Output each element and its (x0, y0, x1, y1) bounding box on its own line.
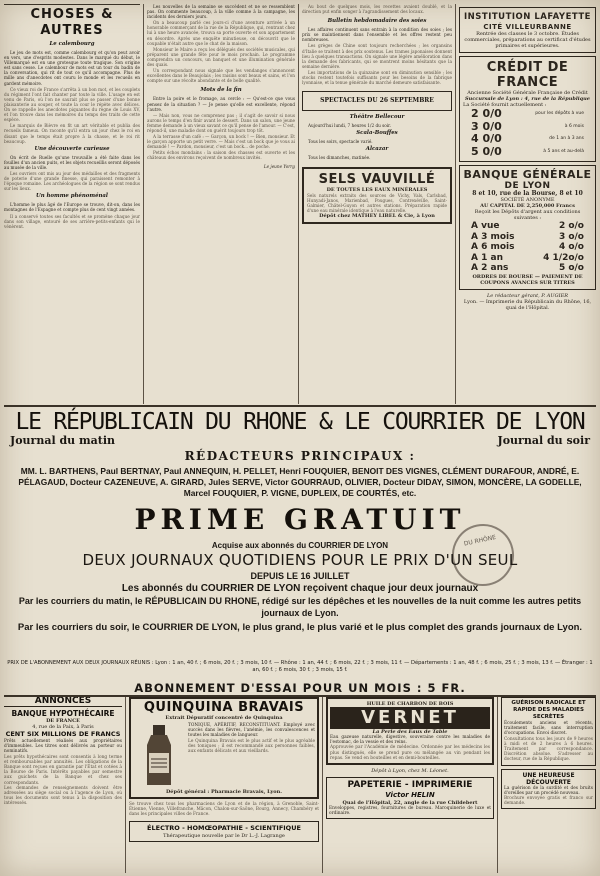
section-rule (4, 405, 596, 407)
evening-label: Journal du soir (497, 434, 590, 447)
rate-label: de 1 an à 3 ans (549, 136, 584, 141)
vernet-subtitle: La Perle des Eaux de Table (372, 729, 448, 735)
ad-subtitle: CITÉ VILLEURBANNE (483, 23, 572, 31)
rate-label: à 5 ans et au-delà (543, 148, 584, 154)
article-title: Le calembourg (49, 41, 95, 47)
vernet-column (326, 697, 494, 873)
deux-journaux-line: DEUX JOURNAUX QUOTIDIENS POUR LE PRIX D'UN SEUL (82, 551, 518, 569)
electro-title: ÉLECTRO - HOMŒOPATHIE - SCIENTIFIQUE (147, 823, 301, 832)
rates-list (463, 108, 592, 158)
ad-depot: Dépôt chez MATHEY LIBEL & Cie, à Lyon (319, 212, 435, 219)
ad-society: SOCIÉTÉ ANONYME (500, 197, 555, 203)
masthead-sublabels (10, 434, 590, 447)
ad-title: CRÉDIT DE FRANCE (486, 60, 569, 90)
quinquina-subtitle: Extrait Dépuratif concentré de Quinquina (165, 715, 283, 721)
column-soies-spectacles: Au bout de quelques mois, les recettes avaient doublé, et la direction put enfin songer à l'agrandissement des locaux. Bulletin hebdomadaire des soies Les affaires continuent sans entrain à la condition des soies ; les prix se maintiennent dans l'ensemble et les offres restent peu nombreuses. Les grèges de Chine sont toujours recherchées ; les organsins d'Italie se traitent à des prix soutenus. Les trames japonaises donnent lieu à quelques transactions. On signale une légère amélioration dans la demande des fabricants, qui se montrent moins hésitants que la semaine dernière. Les importations de la quinzaine sont en diminution sensible ; les stocks restent toutefois suffisants pour les besoins de la fabrique lyonnaise, et la tenue générale du marché demeure satisfaisante. SPECTACLES DU 26 SEPTEMBRE Théâtre Bellecour Aujourd'hui lundi, 7 heures 1/2 du soir. Scala-Bouffes Tous les soirs, spectacle varié. Alcazar Tous les dimanches, matinée. SELS VAUVILLÉ DE TOUTES LES EAUX MINÉRALES Sels naturels extraits des sources de Vichy, Vals, Carlsbad, Hunyadi-Janos, Marienbad, Pougues, Contrexéville, Saint-Galmier, Châtel-Guyon et autres stations. Préparation rapide d'une eau minérale identique à l'eau naturelle. Dépôt chez MATHEY LIBEL & Cie, à Lyon (302, 4, 452, 404)
article-title: Un homme phénoménal (36, 193, 108, 200)
article-title: Bulletin hebdomadaire des soies (327, 18, 427, 25)
banque-loan: CENT SIX MILLIONS DE FRANCS (5, 730, 121, 738)
side-ads-column (501, 697, 596, 873)
papeterie-name: Victor HELIN (385, 791, 435, 800)
ad-address: Succursale de Lyon : 4, rue de la République (465, 96, 590, 102)
article-body: Les nouvelles de la semaine se succèdent et ne se ressemblent pas. On commente beaucoup, à la ville comme à la campagne, les incidents des derniers jours. (147, 4, 295, 20)
masthead-title: LE RÉPUBLICAIN DU RHONE & LE COURRIER DE LYON (15, 409, 585, 435)
decouverte-ad: UNE HEUREUSE DÉCOUVERTE La guérison de la surdité et des bruits d'oreilles par un procédé nouveau. Brochure envoyée gratis et franco sur demande. (501, 769, 596, 810)
prime-heading: PRIME GRATUIT (134, 503, 466, 536)
rate-percent: 2 o/o (558, 221, 584, 231)
column-choses-autres: CHOSES & AUTRES Le calembourg Le jeu de mots est, comme calembourg et qu'on peut avoir en vers, une d'esprits modestes. Dans le marqué du début, le Villemarqué est en une grotesque toute tragique. Son origine est sans cesse. Le calembour de mots est un tour du badin de la conversation, qui rit de tout ce qu'il accompagne. Plus de mille ans d'anecdotes ont couru le monde et les recueils en gardent mémoire. Ce vieux roi de France s'arrêta à un bon mot, et les couplets du régiment l'ont fait chanter par toute la ville. L'usage en est venu de Paris, où l'on ne saurait plus se passer d'une bonne plaisanterie au souper, et toute la cour le répète avec délices. On se rappelle les anecdotes piquantes du règne de Louis XV, et l'on trouve dans les mémoires du temps des traits de cette espèce. Le marquis de Bièvre en fit un art véritable et publia des recueils fameux. On raconte qu'il entra un jour chez le roi en disant que le temps était propre à la chasse, et le roi rit beaucoup. Une découverte curieuse On écrit de Ruelle qu'une trouvaille a été faite dans les fouilles d'un ancien puits, et les objets recueillis seront déposés au musée de la ville. Les ouvriers ont mis au jour des médailles et des fragments de poterie d'une grande finesse, qui paraissent remonter à l'époque romaine. Les archéologues de la région se sont rendus sur les lieux. Un homme phénoménal L'homme le plus âgé de l'Europe se trouve, dit-on, dans les montagnes de l'Espagne et compte plus de cent vingt années. Il a conservé toutes ses facultés et se promène chaque jour dans son village, entouré de ses arrière-petits-enfants qui le vénèrent. (4, 4, 140, 404)
ad-capital: AU CAPITAL DE 2,250,000 Francs (480, 203, 575, 209)
matin-line: Par les courriers du matin, le RÉPUBLICAIN DU RHONE, rédigé sur les dépêches et les nouvelles de la nuit comme les autres petits journaux de Lyon. (18, 596, 582, 618)
redacteurs-heading: RÉDACTEURS PRINCIPAUX : (184, 449, 416, 463)
article-body: Le jeu de mots est, comme calembourg et qu'on peut avoir en vers, une d'esprits modestes. Dans le marqué du début, le Villemarqué est en une grotesque toute tragique. Son origine est sans cesse. Le calembour de mots est un tour du badin de la conversation, qui rit de tout ce qu'il accompagne. Plus de mille ans d'anecdotes ont couru le monde et les recueils en gardent mémoire. (4, 50, 140, 86)
vernet-ad: HUILE DE CHARBON DE BOIS VERNET La Perle des Eaux de Table Eau gazeuse naturelle, digestive, souveraine contre les maladies de l'estomac, de la vessie et des reins. Approuvée par l'Académie de médecine. Ordonnée par les médecins les plus distingués, elle se prend pure ou mélangée au vin pendant les repas. Se vend en bouteilles et en demi-bouteilles. (326, 697, 494, 765)
ad-title: INSTITUTION LAFAYETTE (464, 12, 591, 22)
ad-intro: Reçoit les Dépôts d'argent aux conditions suivantes : (474, 209, 581, 221)
side-text: Écoulements anciens et récents, traitement facile, sans interruption d'occupations. Envoi discret. (504, 721, 593, 737)
rate-term: A vue (471, 221, 500, 231)
ad-title: BANQUE GÉNÉRALE (463, 168, 592, 181)
section-heading: CHOSES & AUTRES (30, 7, 114, 38)
rate-row (463, 108, 592, 121)
side-bottom-title: UNE HEUREUSE DÉCOUVERTE (522, 771, 575, 786)
acquise-line: Acquise aux abonnés du COURRIER DE LYON (211, 541, 389, 550)
sels-vauville-ad: SELS VAUVILLÉ DE TOUTES LES EAUX MINÉRALES Sels naturels extraits des sources de Vichy, Vals, Carlsbad, Hunyadi-Janos, Marienbad, Pougues, Contrexéville, Saint-Galmier, Châtel-Guyon et autres stations. Préparation rapide d'une eau minérale identique à l'eau naturelle. Dépôt chez MATHEY LIBEL & Cie, à Lyon (302, 167, 452, 224)
rate-percent: 5 0/0 (471, 144, 502, 158)
bottle-icon (133, 723, 185, 789)
rate-row (463, 221, 592, 232)
rate-term: A 2 ans (471, 263, 509, 273)
rate-label: pour les dépôts à vue (535, 111, 584, 116)
vernet-depot: Dépôt à Lyon, chez M. Léonet. (371, 768, 449, 775)
spectacles-box (302, 91, 452, 111)
side-title: GUÉRISON RADICALE ET RAPIDE DES MALADIES SECRÈTES (511, 700, 586, 720)
credit-de-france-ad (459, 56, 596, 162)
stamp-text: DU RHÔNE (463, 534, 497, 548)
abonnes-line: Les abonnés du COURRIER DE LYON reçoivent chaque jour deux journaux (121, 583, 479, 594)
article-body: Entre la poire et le fromage, au cercle : — Qu'est-ce que vous pensez de la situation ? — Je pense qu'elle est excellente, répond l'autre. (147, 96, 295, 112)
rate-percent: 4 0/0 (471, 132, 502, 145)
quinquina-column: QUINQUINA BRAVAIS Extrait Dépuratif concentré de Quinquina TONIQUE, APÉRITIF, RECONSTITUANT. Employé avec succès dans les fièvres, l'anémie, les convalescences et toutes les maladies de langueur. Le Quinquina Bravais est le plus actif et le plus agréable des toniques ; il est recommandé aux personnes faibles, aux enfants délicats et aux vieillards. Dépôt général : Pharmacie Bravais, Lyon. Se trouve chez tous les pharmaciens de Lyon et de la région, à Grenoble, Saint-Étienne, Vienne, Villefranche, Mâcon, Chalon-sur-Saône, Bourg, Annecy, Chambéry et dans les principales villes de France. ÉLECTRO - HOMŒOPATHIE - SCIENTIFIQUE Thérapeutique nouvelle par le Dr L.-J. Lagrange (129, 697, 319, 873)
rate-row (463, 263, 592, 274)
rate-percent: 3 0/0 (471, 119, 502, 133)
article-title: Mots de la fin (200, 87, 242, 94)
vernet-text: Eau gazeuse naturelle, digestive, souveraine contre les maladies de l'estomac, de la vessie et des reins. (330, 735, 490, 746)
annonces-column: ANNONCES BANQUE HYPOTHÉCAIRE DE FRANCE 4, rue de la Paix, à Paris CENT SIX MILLIONS DE FRANCS Prêts actuellement réalisés aux propriétaires d'immeubles. Les titres sont délivrés au porteur ou nominatifs. Les prêts hypothécaires sont consentis à long terme et remboursables par annuités. Les obligations de la Banque sont reçues en garantie par l'État et cotées à la Bourse de Paris. Intérêts payables par semestre aux guichets de la Banque et chez ses correspondants. Les demandes de renseignements doivent être adressées au siège social ou à l'agence de Lyon, où tous les documents sont tenus à la disposition des intéressés. (4, 697, 122, 807)
rate-term: A 3 mois (471, 231, 515, 242)
theatre-name: Alcazar (365, 146, 389, 153)
theatre-text: Tous les soirs, spectacle varié. (308, 139, 373, 145)
electro-ad (129, 821, 319, 842)
rate-term: A 1 an (471, 252, 503, 263)
abonnement-essai: ABONNEMENT D'ESSAI POUR UN MOIS : 5 FR. (134, 681, 466, 695)
papeterie-address: Quai de l'Hôpital, 22, angle de la rue Childebert (342, 800, 478, 807)
redacteurs-names: MM. L. BARTHENS, Paul BERTNAY, Paul ANNEQUIN, H. PELLET, Henri FOUQUIER, BENOIT DES VIGNES, CLÉMENT DURAFOUR, ANDRÉ, E. PÉLAGAUD, Docteur CAZENEUVE, A. GIRARD, Jules SERVE, Victor GOURRAUD, OLIVIER, Docteur DIDAY, SIMON, MONCÈRE, LA GODELLE, Marcel FOUQUIER, P. VIGNE, DUPLEIX, DE COURTÉS, etc. (18, 466, 582, 498)
ad-address: 8 et 10, rue de la Bourse, 8 et 10 (472, 190, 583, 197)
morning-label: Journal du matin (10, 434, 116, 447)
rate-row (463, 133, 592, 146)
signature: Le jeune Yorrg (263, 163, 295, 169)
quinquina-ad: QUINQUINA BRAVAIS Extrait Dépuratif concentré de Quinquina TONIQUE, APÉRITIF, RECONSTITUANT. Employé avec succès dans les fièvres, l'anémie, les convalescences et toutes les maladies de langueur. Le Quinquina Bravais est le plus actif et le plus agréable des toniques ; il est recommandé aux personnes faibles, aux enfants délicats et aux vieillards. Dépôt général : Pharmacie Bravais, Lyon. (129, 697, 319, 799)
vernet-title: VERNET (330, 707, 490, 729)
banque-text: Prêts actuellement réalisés aux propriétaires d'immeubles. Les titres sont délivrés au porteur ou nominatifs. (4, 739, 122, 755)
prix-abonnement: PRIX DE L'ABONNEMENT AUX DEUX JOURNAUX RÉUNIS : Lyon : 1 an, 40 f. ; 6 mois, 20 f. ; 3 mois, 10 f. — Rhône : 1 an, 44 f. ; 6 mois, 22 f. ; 3 mois, 11 f. — Départements : 1 an, 48 f. ; 6 mois, 25 f. ; 3 mois, 13 f. — Étranger : 1 an, 60 f. ; 6 mois, 30 f. ; 3 mois, 15 f. (7, 660, 593, 673)
column-nouvelles: Les nouvelles de la semaine se succèdent et ne se ressemblent pas. On commente beaucoup, à la ville comme à la campagne, les incidents des derniers jours. On a beaucoup parlé ces jours-ci d'une aventure arrivée à un honorable commerçant de la rue de la République, qui, rentrant chez lui à une heure avancée, trouva sa porte ouverte et son appartement en désordre. Après une enquête minutieuse, on découvrit que le coupable n'était autre que le chat de la maison. Monsieur le Maire a reçu les délégués des sociétés musicales, qui préparent une grande fête pour le mois prochain. Le programme comprendra un concours, un banquet et une illumination générale des quais. Un correspondant nous signale que les vendanges s'annoncent excellentes dans le Beaujolais ; les raisins sont beaux et sains, et l'on compte sur une récolte abondante et de belle qualité. Mots de la fin Entre la poire et le fromage, au cercle : — Qu'est-ce que vous pensez de la situation ? — Je pense qu'elle est excellente, répond l'autre. — Mais non, vous ne comprenez pas ; il s'agit de savoir si nous aurons le temps d'en finir avant le dessert. Dans un salon, une jeune femme demande à un vieux savant ce qu'il pense de l'amour. — C'est, répond-il, une maladie dont on guérit toujours trop tôt. A la terrasse d'un café : — Garçon, un bock ! — Bien, monsieur. Et le garçon apporte un petit verre. — Mais c'est un bock que je vous ai demandé ! — Pardon, monsieur, c'est un bock... de poche. Petits échos mondains : la saison des chasses est ouverte et les châteaux des environs reçoivent de nombreux invités. Le jeune Yorrg (147, 4, 295, 169)
theatre-text: Aujourd'hui lundi, 7 heures 1/2 du soir. (308, 123, 392, 129)
top-rule (4, 4, 140, 5)
rate-percent: 5 o/o (558, 263, 584, 273)
quinquina-text: TONIQUE, APÉRITIF, RECONSTITUANT. Employé avec succès dans les fièvres, l'anémie, les convalescences et toutes les maladies de langueur. (188, 723, 315, 739)
column-divider (298, 4, 299, 404)
rate-row (463, 232, 592, 243)
theatre-text: Tous les dimanches, matinée. (308, 155, 371, 161)
rate-row (463, 242, 592, 253)
column-divider (455, 4, 456, 404)
side-bottom-text: La guérison de la surdité et des bruits d'oreilles par un procédé nouveau. (504, 785, 593, 796)
vernet-top: HUILE DE CHARBON DE BOIS (366, 701, 454, 707)
imprimerie-line: Lyon. — Imprimerie du Républicain du Rhône, 16, quai de l'Hôpital. (463, 298, 592, 311)
gerant-line: Le rédacteur gérant, P. AUGIER (486, 292, 569, 299)
ad-intro: La Société fournit actuellement : (463, 102, 547, 108)
papeterie-text: Enveloppes, registres, fournitures de bureau. Maroquinerie de luxe et ordinaire. (329, 806, 491, 817)
spectacles-heading: SPECTACLES DU 26 SEPTEMBRE (320, 97, 434, 105)
papeterie-ad (326, 777, 494, 819)
depuis-line: DEPUIS LE 16 JUILLET (250, 571, 350, 581)
ad-title: SELS VAUVILLÉ (318, 171, 436, 187)
theatre-name: Scala-Bouffes (356, 130, 398, 137)
rate-percent: 2 0/0 (471, 107, 502, 120)
article-body: Les affaires continuent sans entrain à la condition des soies ; les prix se maintiennent dans l'ensemble et les offres restent peu nombreuses. (302, 27, 452, 43)
rate-row (463, 253, 592, 264)
rates-list (463, 221, 592, 274)
quinquina-title: QUINQUINA BRAVAIS (143, 700, 305, 715)
column-divider (322, 697, 323, 873)
lafayette-ad (459, 7, 596, 53)
article-body: On écrit de Ruelle qu'une trouvaille a été faite dans les fouilles d'un ancien puits, et les objets recueillis seront déposés au musée de la ville. (4, 154, 140, 170)
banque-title: BANQUE HYPOTHÉCAIRE (11, 709, 115, 718)
article-body: L'homme le plus âgé de l'Europe se trouve, dit-on, dans les montagnes de l'Espagne et compte plus de cent vingt années. (4, 202, 140, 213)
banque-subtitle: DE FRANCE (46, 718, 80, 724)
rate-row (463, 146, 592, 159)
rate-percent: 4 o/o (558, 242, 584, 252)
banque-address: 4, rue de la Paix, à Paris (32, 724, 94, 730)
column-divider (143, 4, 144, 404)
column-divider (125, 697, 126, 873)
papeterie-title: PAPETERIE - IMPRIMERIE (347, 780, 473, 791)
rate-percent: 4 1/2o/o (543, 252, 584, 263)
quinquina-depot: Dépôt général : Pharmacie Bravais, Lyon. (165, 789, 283, 795)
ad-subtitle: Ancienne Société Générale Française de Crédit (467, 90, 588, 96)
column-divider (497, 697, 498, 873)
article-title: Une découverte curieuse (34, 145, 110, 152)
banque-generale-ad (459, 165, 596, 290)
rate-label: à 6 mois (564, 123, 584, 129)
electro-subtitle: Thérapeutique nouvelle par le Dr L.-J. Lagrange (163, 832, 285, 839)
ad-text: Rentrée des classes le 3 octobre. Études commerciales, préparations au certificat d'études primaires et supérieures. (464, 31, 591, 49)
ad-title-2: DE LYON (504, 181, 551, 191)
ad-footer: ORDRES DE BOURSE — PAIEMENT DE COUPONS AVANCES SUR TITRES (472, 273, 583, 286)
rate-percent: 3 o/o (558, 231, 584, 242)
rate-term: A 6 mois (471, 242, 515, 252)
soir-line: Par les courriers du soir, le COURRIER DE LYON, le plus grand, le plus varié et le plus complet des grands journaux de Lyon. (17, 622, 583, 633)
column-finance-ads (459, 4, 596, 404)
annonces-heading: ANNONCES (4, 697, 122, 707)
ad-subtitle: DE TOUTES LES EAUX MINÉRALES (326, 186, 428, 193)
maladies-ad: GUÉRISON RADICALE ET RAPIDE DES MALADIES SECRÈTES Écoulements anciens et récents, traitement facile, sans interruption d'occupations. Envoi discret. Consultations tous les jours de 9 heures à midi et de 2 heures à 6 heures. Traitement par correspondance. Discrétion absolue. S'adresser au docteur, rue de la République. (501, 697, 596, 766)
theatre-name: Théâtre Bellecour (349, 114, 405, 121)
